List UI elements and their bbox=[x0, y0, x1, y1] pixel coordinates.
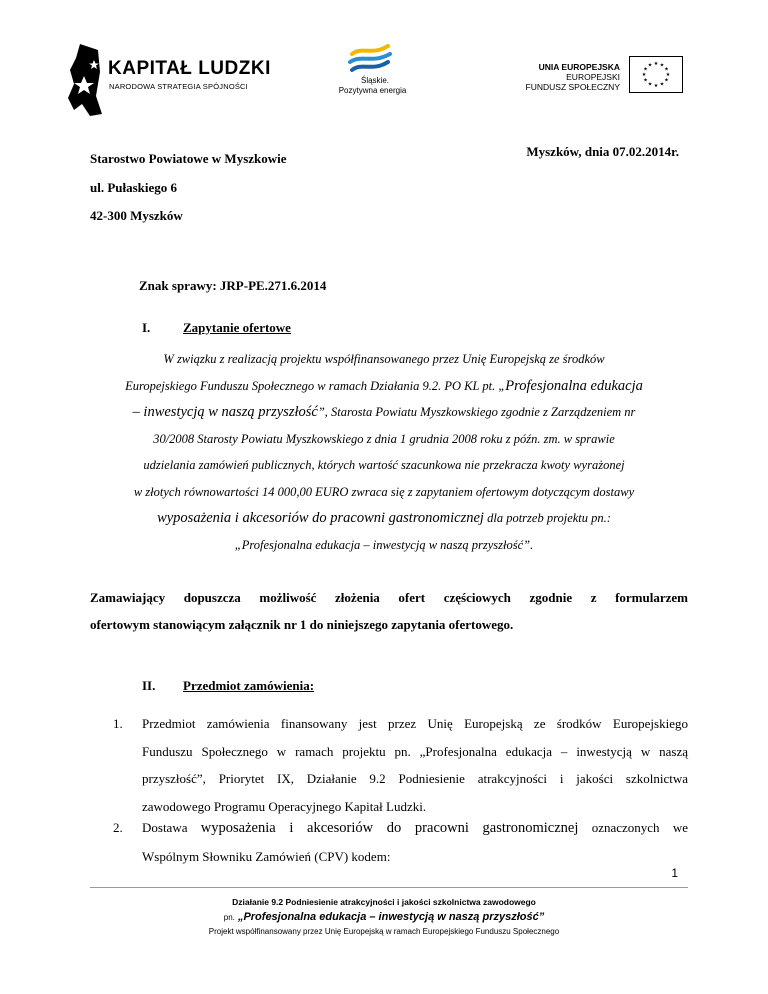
svg-text:★: ★ bbox=[659, 62, 665, 69]
intro-line-5: udzielania zamówień publicznych, których wartość szacunkowa nie przekracza kwoty wyrażonej bbox=[143, 458, 625, 472]
kapital-ludzki-logo bbox=[60, 40, 235, 120]
list-item-2: 2. Dostawa wyposażenia i akcesoriów do pracowni gastronomicznej oznaczonych we Wspólnym Słowniku Zamówień (CPV) kodem: bbox=[90, 814, 688, 870]
footer-line-1: Działanie 9.2 Podniesienie atrakcyjności i jakości szkolnictwa zawodowego bbox=[232, 897, 536, 907]
intro-line-4: 30/2008 Starosty Powiatu Myszkowskiego z dnia 1 grudnia 2008 roku z późn. zm. w sprawie bbox=[153, 431, 615, 446]
section-1-number: I. bbox=[142, 320, 151, 335]
footer-prefix: pn. bbox=[223, 913, 235, 922]
section-2-title: Przedmiot zamówienia: bbox=[183, 678, 315, 693]
list-item-1: 1. Przedmiot zamówienia finansowany jest przez Unię Europejską ze środków Europejskiego Funduszu Społecznego w ramach projektu pn. „Profesjonalna edukacja – inwestycją w naszą przyszłość”, Priorytet IX, Działanie 9.2 Podniesienie atrakcyjności i jakości szkolnictwa zawodowego Programu Operacyjnego Kapitał Ludzki. bbox=[90, 710, 688, 820]
kapital-ludzki-subtitle: NARODOWA STRATEGIA SPÓJNOŚCI bbox=[109, 82, 248, 91]
svg-text:★: ★ bbox=[659, 81, 665, 88]
intro-line-2: Europejskiego Funduszu Społecznego w ramach Działania 9.2. PO KL pt. „Profesjonalna edukacja bbox=[125, 377, 643, 394]
svg-text:★: ★ bbox=[653, 83, 659, 89]
footer-project-title: „Profesjonalna edukacja – inwestycją w naszą przyszłość” bbox=[237, 911, 545, 923]
page-number: 1 bbox=[671, 866, 678, 880]
partial-offers-notice bbox=[90, 584, 688, 638]
notice-line-2: ofertowym stanowiącym załącznik nr 1 do niniejszego zapytania ofertowego. bbox=[90, 617, 514, 632]
svg-text:★: ★ bbox=[643, 77, 648, 84]
intro-line-1: W związku z realizacją projektu współfinansowanego przez Unię Europejską ze środków bbox=[163, 352, 605, 366]
eu-flag-icon bbox=[629, 56, 683, 93]
eu-line2: EUROPEJSKI bbox=[566, 72, 620, 82]
eu-line1: UNIA EUROPEJSKA bbox=[538, 62, 620, 72]
address-line-2: ul. Pułaskiego 6 bbox=[90, 180, 178, 195]
svg-text:★: ★ bbox=[647, 62, 653, 69]
case-reference: Znak sprawy: JRP-PE.271.6.2014 bbox=[139, 278, 327, 293]
slaskie-name: Śląskie. bbox=[360, 76, 389, 85]
list-item-1-number: 1. bbox=[113, 716, 123, 731]
svg-text:★: ★ bbox=[653, 61, 659, 67]
footer-line-2 bbox=[0, 911, 768, 923]
section-2-number: II. bbox=[142, 678, 156, 693]
list-item-2-number: 2. bbox=[113, 820, 123, 835]
svg-text:★: ★ bbox=[665, 72, 671, 78]
slaskie-logo bbox=[340, 40, 400, 80]
intro-line-7: wyposażenia i akcesoriów do pracowni gastronomicznej dla potrzeb projektu pn.: bbox=[157, 510, 611, 526]
intro-line-6: w złotych równowartości 14 000,00 EURO zwraca się z zapytaniem ofertowym dotyczącym dostawy bbox=[133, 484, 635, 499]
svg-text:★: ★ bbox=[664, 77, 669, 84]
eu-fund-label bbox=[480, 62, 620, 92]
svg-text:★: ★ bbox=[647, 81, 653, 88]
address-line-1: Starostwo Powiatowe w Myszkowie bbox=[90, 151, 287, 166]
svg-text:★: ★ bbox=[664, 66, 669, 73]
notice-line-1: Zamawiający dopuszcza możliwość złożenia ofert częściowych zgodnie z formularzem bbox=[90, 590, 688, 605]
intro-paragraph bbox=[80, 346, 688, 558]
intro-line-3: – inwestycją w naszą przyszłość”, Starosta Powiatu Myszkowskiego zgodnie z Zarządzeniem nr bbox=[132, 404, 636, 420]
intro-line-8: „Profesjonalna edukacja – inwestycją w naszą przyszłość”. bbox=[234, 537, 534, 552]
slaskie-tagline: Pozytywna energia bbox=[338, 86, 407, 95]
document-date: Myszków, dnia 07.02.2014r. bbox=[526, 144, 679, 159]
section-1-title: Zapytanie ofertowe bbox=[183, 320, 291, 335]
address-line-3: 42-300 Myszków bbox=[90, 208, 183, 223]
footer-divider bbox=[90, 887, 688, 888]
kapital-ludzki-title: KAPITAŁ LUDZKI bbox=[108, 58, 271, 79]
footer-line-3: Projekt współfinansowany przez Unię Europejską w ramach Europejskiego Funduszu Społecznego bbox=[208, 927, 560, 936]
svg-text:★: ★ bbox=[641, 72, 647, 78]
eu-line3: FUNDUSZ SPOŁECZNY bbox=[525, 82, 620, 92]
svg-text:★: ★ bbox=[643, 66, 648, 73]
